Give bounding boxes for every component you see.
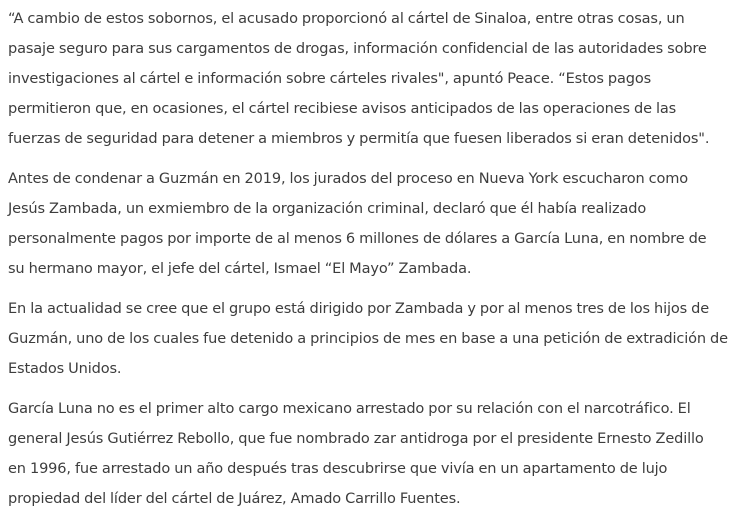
text-line: fuerzas de seguridad para detener a miembros y permitía que fuesen liberados si eran detenidos". <box>8 130 710 147</box>
text-line: En la actualidad se cree que el grupo está dirigido por Zambada y por al menos tres de los hijos de <box>8 300 710 317</box>
text-line: investigaciones al cártel e información sobre cárteles rivales", apuntó Peace. “Estos pagos <box>8 70 652 87</box>
text-line: García Luna no es el primer alto cargo mexicano arrestado por su relación con el narcotráfico. El <box>8 400 691 417</box>
paragraph-zambada-testimony <box>8 164 752 284</box>
text-line: general Jesús Gutiérrez Rebollo, que fue nombrado zar antidroga por el presidente Ernesto Zedillo <box>8 430 704 447</box>
text-line: en 1996, fue arrestado un año después tras descubrirse que vivía en un apartamento de lujo <box>8 460 668 477</box>
article-body <box>8 4 752 524</box>
paragraph-bribes-quote <box>8 4 752 154</box>
paragraph-previous-arrests <box>8 394 752 514</box>
text-line: pasaje seguro para sus cargamentos de drogas, información confidencial de las autoridades sobre <box>8 40 707 57</box>
text-line: permitieron que, en ocasiones, el cártel recibiese avisos anticipados de las operaciones de las <box>8 100 677 117</box>
text-line: “A cambio de estos sobornos, el acusado proporcionó al cártel de Sinaloa, entre otras cosas, un <box>8 10 685 27</box>
paragraph-current-leadership <box>8 294 752 384</box>
text-line: su hermano mayor, el jefe del cártel, Ismael “El Mayo” Zambada. <box>8 260 472 277</box>
text-line: Jesús Zambada, un exmiembro de la organización criminal, declaró que él había realizado <box>8 200 647 217</box>
text-line: propiedad del líder del cártel de Juárez, Amado Carrillo Fuentes. <box>8 490 461 507</box>
text-line: personalmente pagos por importe de al menos 6 millones de dólares a García Luna, en nombre de <box>8 230 707 247</box>
text-line: Antes de condenar a Guzmán en 2019, los jurados del proceso en Nueva York escucharon como <box>8 170 689 187</box>
text-line: Guzmán, uno de los cuales fue detenido a principios de mes en base a una petición de extradición de <box>8 330 728 347</box>
text-line: Estados Unidos. <box>8 360 122 377</box>
